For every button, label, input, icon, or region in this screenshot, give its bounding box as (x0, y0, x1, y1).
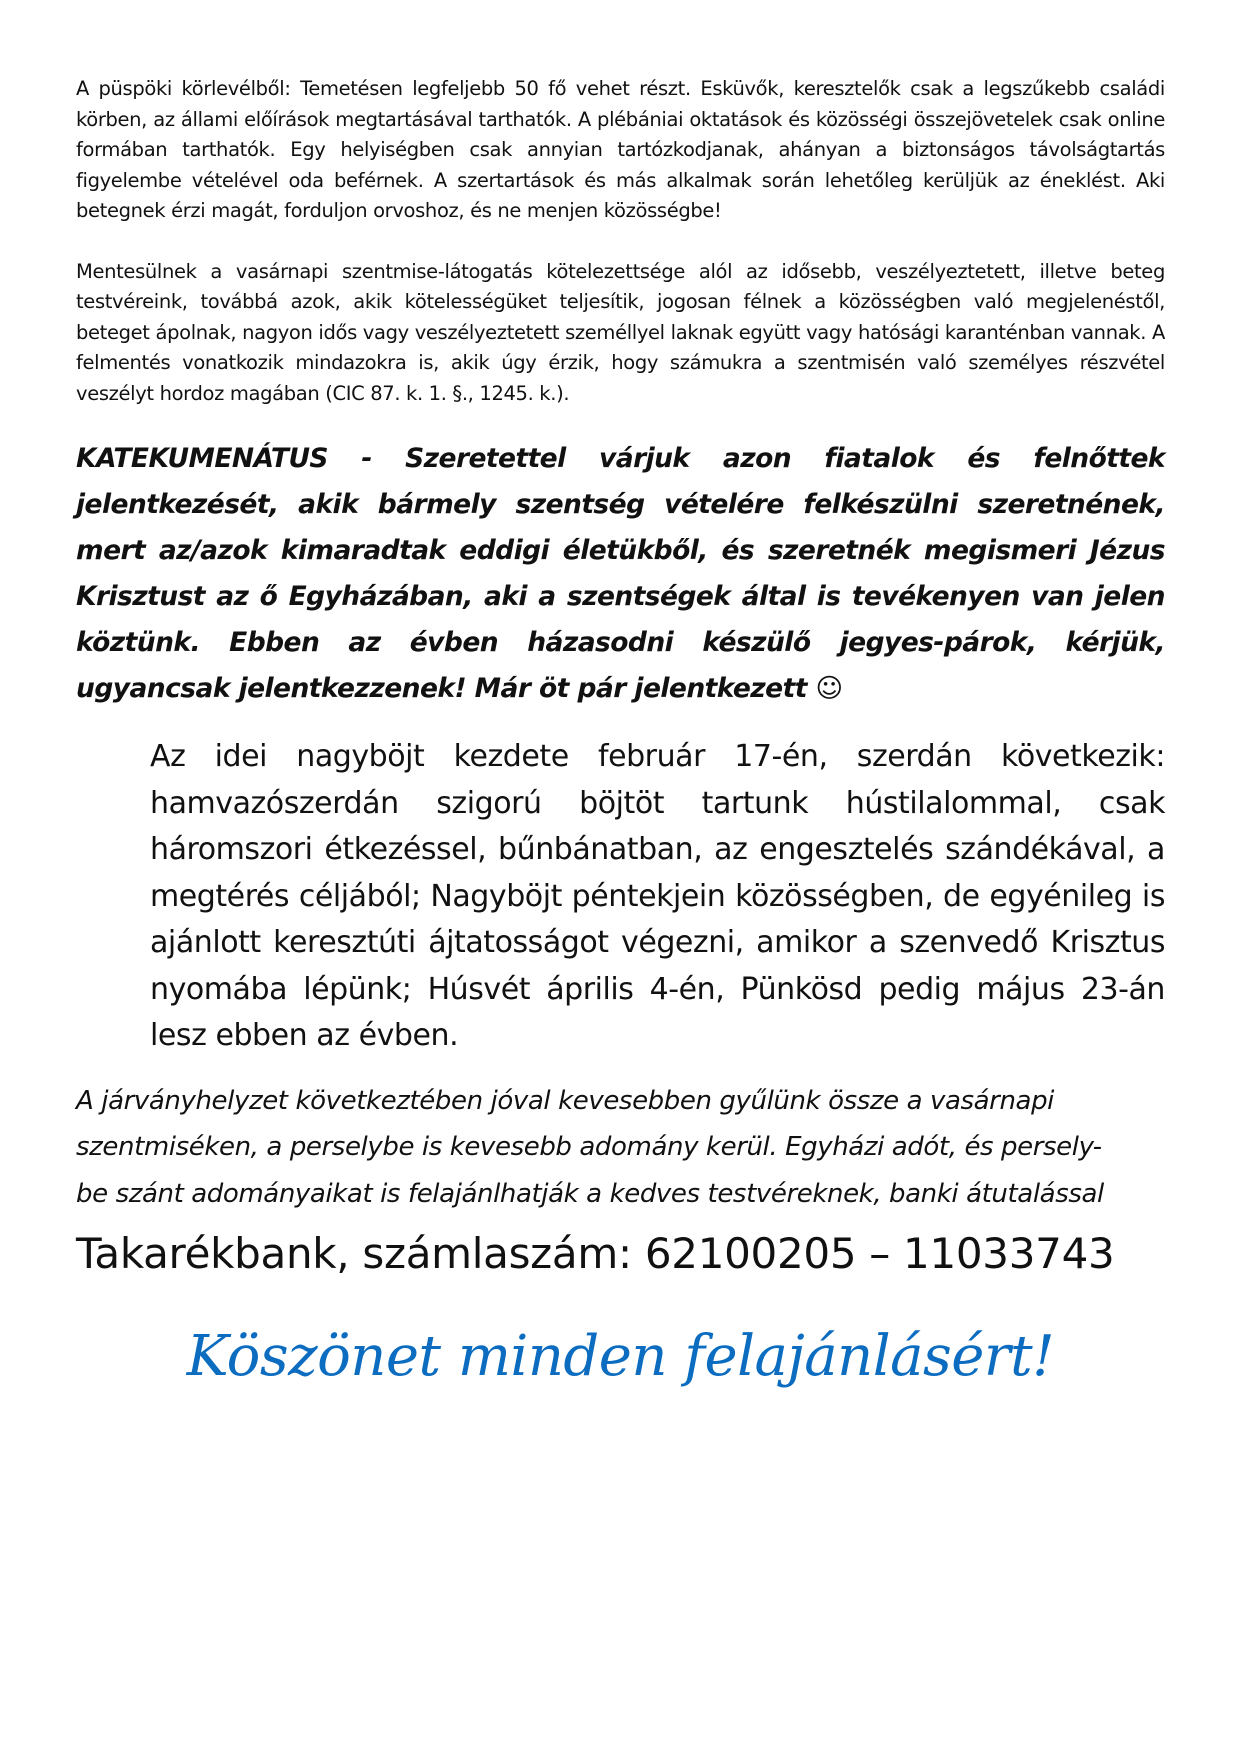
lent-paragraph: Az idei nagyböjt kezdete február 17-én, szerdán következik: hamvazószerdán szigorú böjtöt tartunk hústilalommal, csak háromszori étkezéssel, bűnbánatban, az engesztelés szándékával, a megtérés céljából; Nagyböjt péntekjein közösségben, de egyénileg is ajánlott keresztúti ájtatosságot végezni, amikor a szenvedő Krisztus nyomába lépünk; Húsvét április 4-én, Pünkösd pedig május 23-án lesz ebben az évben. (150, 739, 1165, 1053)
donation-line: szentmiséken, a perselybe is kevesebb adomány kerül. Egyházi adót, és persely- (76, 1132, 1102, 1162)
bank-account-line: Takarékbank, számlaszám: 62100205 – 11033743 (76, 1229, 1115, 1278)
donation-paragraph (76, 1078, 1165, 1218)
donation-line: be szánt adományaikat is felajánlhatják a kedves testvéreknek, banki átutalással (76, 1178, 1104, 1209)
catechumenate-paragraph: KATEKUMENÁTUS - Szeretettel várjuk azon fiatalok és felnőttek jelentkezését, akik bármely szentség vételére felkészülni szeretnének, mert az/azok kimaradtak eddigi életükből, és szeretnék megismeri Jézus Krisztust az ő Egyházában, aki a szentségek által is tevékenyen van jelen köztünk. Ebben az évben házasodni készülő jegyes-párok, kérjük, ugyancsak jelentkezzenek! Már öt pár jelentkezett ☺ (76, 443, 1165, 704)
document-body (76, 74, 1165, 1283)
thanks-heading: Köszönet minden felajánlásért! (186, 1324, 1055, 1389)
mass-exemption-paragraph: Mentesülnek a vasárnapi szentmise-látogatás kötelezettsége alól az idősebb, veszélyeztetett, illetve beteg testvéreink, továbbá azok, akik kötelességüket teljesítik, jogosan félnek a közösségben való megjelenéstől, beteget ápolnak, nagyon idős vagy veszélyeztetett személlyel laknak együtt vagy hatósági karanténban vannak. A felmentés vonatkozik mindazokra is, akik úgy érzik, hogy számukra a szentmisén való személyes részvétel veszélyt hordoz magában (CIC 87. k. 1. §., 1245. k.). (76, 259, 1165, 405)
donation-line: A járványhelyzet következtében jóval kevesebben gyűlünk össze a vasárnapi (76, 1085, 1055, 1116)
bishop-letter-paragraph: A püspöki körlevélből: Temetésen legfeljebb 50 fő vehet részt. Esküvők, keresztelők csak a legszűkebb családi körben, az állami előírások megtartásával tarthatók. A plébániai oktatások és közösségi összejövetelek csak online formában tarthatók. Egy helyiségben csak annyian tartózkodjanak, ahányan a biztonságos távolságtartás figyelembe vételével oda beférnek. A szertartások és más alkalmak során lehetőleg kerüljük az éneklést. Aki betegnek érzi magát, forduljon orvoshoz, és ne menjen közösségbe! (76, 77, 1165, 222)
